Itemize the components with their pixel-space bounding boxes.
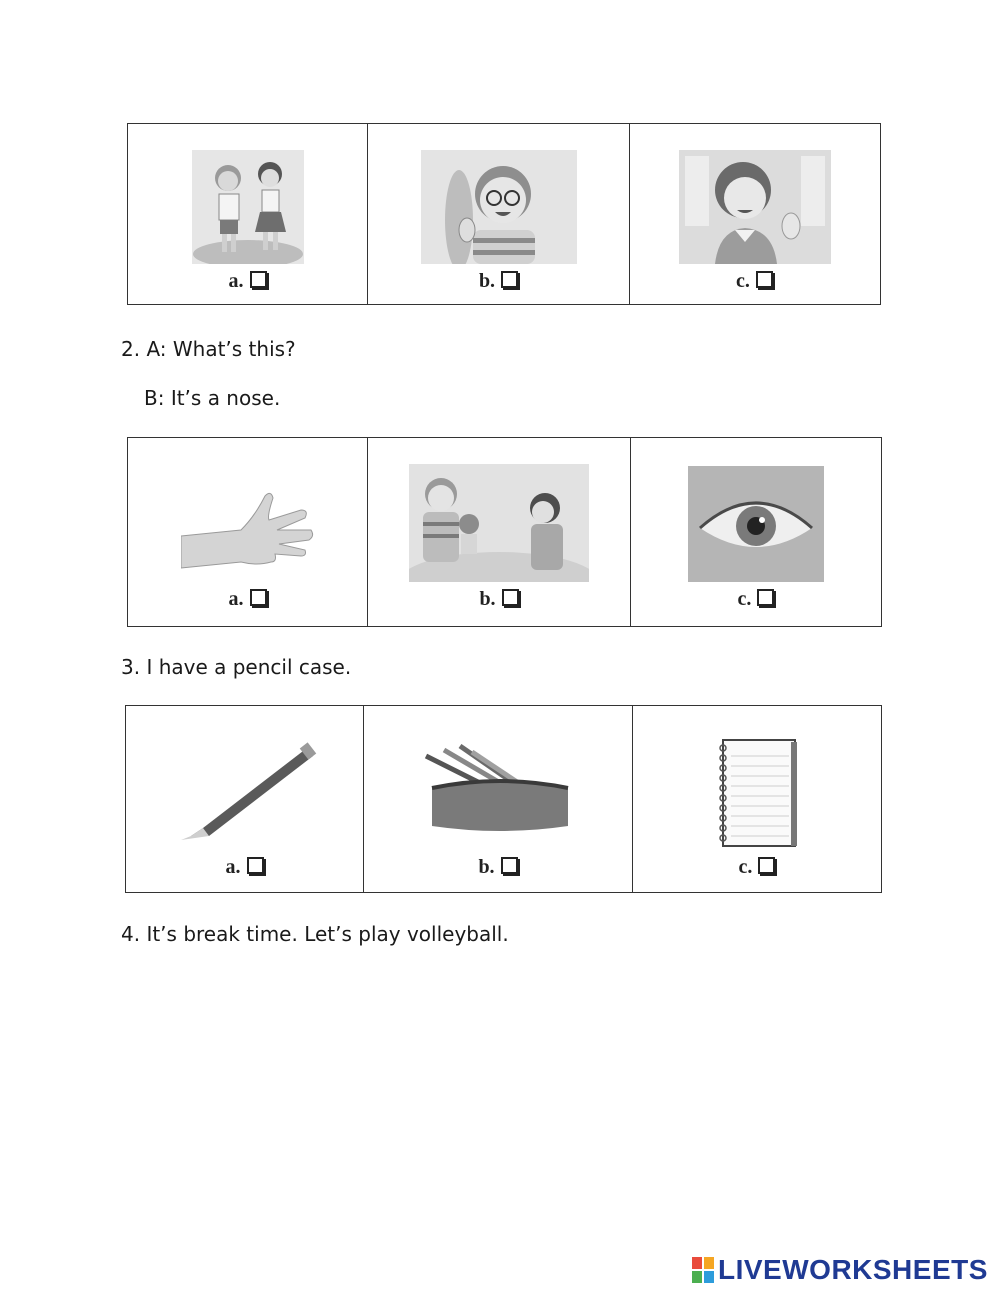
checkbox[interactable] — [501, 271, 518, 288]
question-4-line-1: 4. It’s break time. Let’s play volleyball. — [121, 922, 509, 946]
option-label: a. — [128, 588, 367, 611]
option-label: a. — [126, 856, 363, 879]
pencil-image — [173, 742, 317, 842]
checkbox[interactable] — [758, 857, 775, 874]
pencil-case-image — [420, 744, 576, 834]
checkbox[interactable] — [247, 857, 264, 874]
question-3-line-1: 3. I have a pencil case. — [121, 655, 352, 679]
eye-image — [688, 466, 824, 582]
option-cell — [631, 438, 881, 626]
option-cell — [128, 124, 368, 304]
option-cell — [368, 438, 631, 626]
option-label: b. — [368, 270, 629, 293]
checkbox[interactable] — [250, 589, 267, 606]
liveworksheets-logo-icon — [692, 1257, 714, 1283]
option-cell — [128, 438, 368, 626]
question-2-line-2: B: It’s a nose. — [144, 386, 281, 410]
options-row-1 — [127, 123, 881, 305]
option-label: c. — [633, 856, 881, 879]
notebook-image — [715, 738, 799, 848]
option-cell — [633, 706, 881, 892]
girl-waving-image — [679, 150, 831, 264]
logo-text: LIVEWORKSHEETS — [718, 1254, 988, 1285]
options-row-3 — [125, 705, 882, 893]
checkbox[interactable] — [501, 857, 518, 874]
question-2-line-1: 2. A: What’s this? — [121, 337, 296, 361]
checkbox[interactable] — [757, 589, 774, 606]
option-cell — [126, 706, 364, 892]
liveworksheets-logo — [692, 1254, 988, 1286]
option-cell — [368, 124, 630, 304]
two-children-talking-image — [192, 150, 304, 264]
option-label: b. — [368, 588, 630, 611]
boy-with-glasses-waving-image — [421, 150, 577, 264]
boy-with-doll-and-girl-image — [409, 464, 589, 582]
option-cell — [364, 706, 633, 892]
checkbox[interactable] — [502, 589, 519, 606]
option-label: b. — [364, 856, 632, 879]
option-label: c. — [630, 270, 879, 293]
checkbox[interactable] — [756, 271, 773, 288]
options-row-2 — [127, 437, 882, 627]
option-cell — [630, 124, 879, 304]
hand-image — [181, 486, 315, 570]
option-label: c. — [631, 588, 881, 611]
option-label: a. — [128, 270, 367, 293]
checkbox[interactable] — [250, 271, 267, 288]
